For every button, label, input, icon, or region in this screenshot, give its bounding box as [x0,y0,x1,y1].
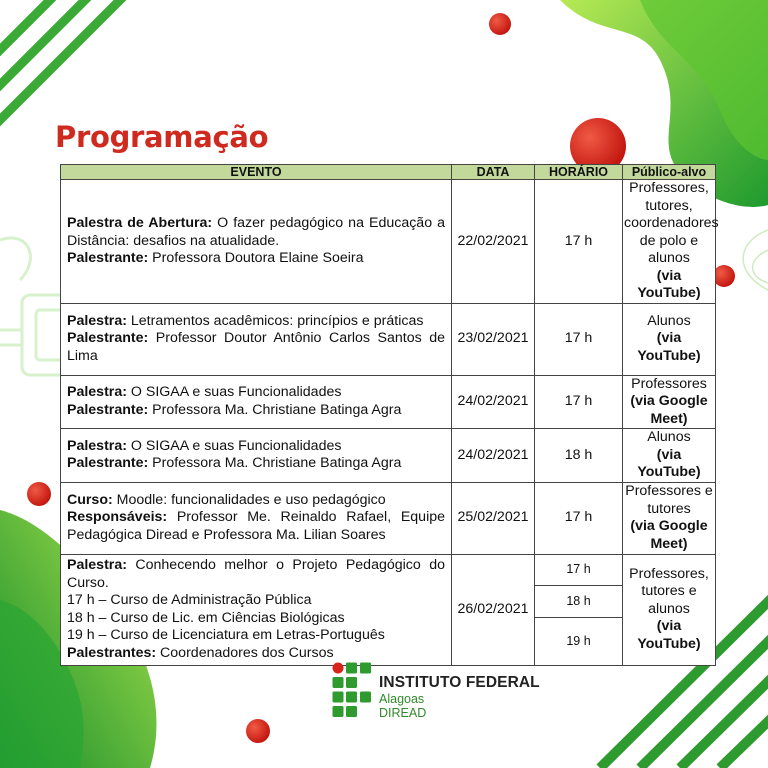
time-cell: 17 h [535,180,623,304]
date-cell: 24/02/2021 [452,429,535,483]
audience-cell: Alunos (via YouTube) [623,429,716,483]
time-cell: 17 h [566,562,591,577]
time-cell: 17 h [535,482,623,554]
time-cell: 17 h [535,375,623,429]
audience-cell: Alunos (via YouTube) [623,303,716,375]
instituto-federal-logo-icon [332,662,372,722]
header-audience: Público-alvo [623,165,716,180]
red-dot [246,719,270,743]
red-dot [27,482,51,506]
date-cell: 22/02/2021 [452,180,535,304]
audience-cell: Professores e tutores (via Google Meet) [623,482,716,554]
schedule-table [60,164,719,666]
logo-campus: Alagoas [379,692,425,706]
audience-cell: Professores, tutores, coordenadores de polo e alunos (via YouTube) [624,180,719,301]
date-cell: 25/02/2021 [452,482,535,554]
time-cell: 17 h [535,303,623,375]
page-title: Programação [55,120,269,154]
time-cell: 19 h [535,617,622,664]
table-header-row [61,165,716,180]
time-cell-split [535,554,623,665]
audience-cell: Professores, tutores e alunos (via YouTube) [623,554,716,665]
event-cell: Palestra: Conhecendo melhor o Projeto Pedagógico do Curso. 17 h – Curso de Administração Pública 18 h – Curso de Lic. em Ciências Biológicas 19 h – Curso de Licenciatura em Letras-Português Palestrantes: Coordenadores dos Cursos [61,554,452,665]
logo-title: INSTITUTO FEDERAL [379,674,540,691]
logo-text [379,674,540,720]
logo-unit: DIREAD [379,706,427,720]
event-cell: Palestra: O SIGAA e suas Funcionalidades Palestrante: Professora Ma. Christiane Batinga Agra [61,429,452,483]
time-cell: 18 h [535,585,622,617]
table-row [61,303,716,375]
top-left-stripes [0,0,130,130]
header-time: HORÁRIO [535,165,623,180]
header-event: EVENTO [61,165,452,180]
table-row [61,180,716,304]
time-cell: 18 h [535,429,623,483]
event-cell: Curso: Moodle: funcionalidades e uso pedagógico Responsáveis: Professor Me. Reinaldo Rafael, Equipe Pedagógica Diread e Professora Ma. Lilian Soares [61,482,452,554]
header-date: DATA [452,165,535,180]
red-dot [713,265,735,287]
table-row [61,482,716,554]
red-dot [489,13,511,35]
date-cell: 24/02/2021 [452,375,535,429]
date-cell: 26/02/2021 [452,554,535,665]
event-cell: Palestra: O SIGAA e suas Funcionalidades Palestrante: Professora Ma. Christiane Batinga Agra [61,375,452,429]
table-row [61,554,716,665]
table-row [61,429,716,483]
audience-cell: Professores (via Google Meet) [623,375,716,429]
date-cell: 23/02/2021 [452,303,535,375]
event-cell: Palestra: Letramentos acadêmicos: princípios e práticas Palestrante: Professor Doutor Antônio Carlos Santos de Lima [61,303,452,375]
table-row [61,375,716,429]
event-cell: Palestra de Abertura: O fazer pedagógico na Educação a Distância: desafios na atualidade. Palestrante: Professora Doutora Elaine Soeira [61,180,452,304]
